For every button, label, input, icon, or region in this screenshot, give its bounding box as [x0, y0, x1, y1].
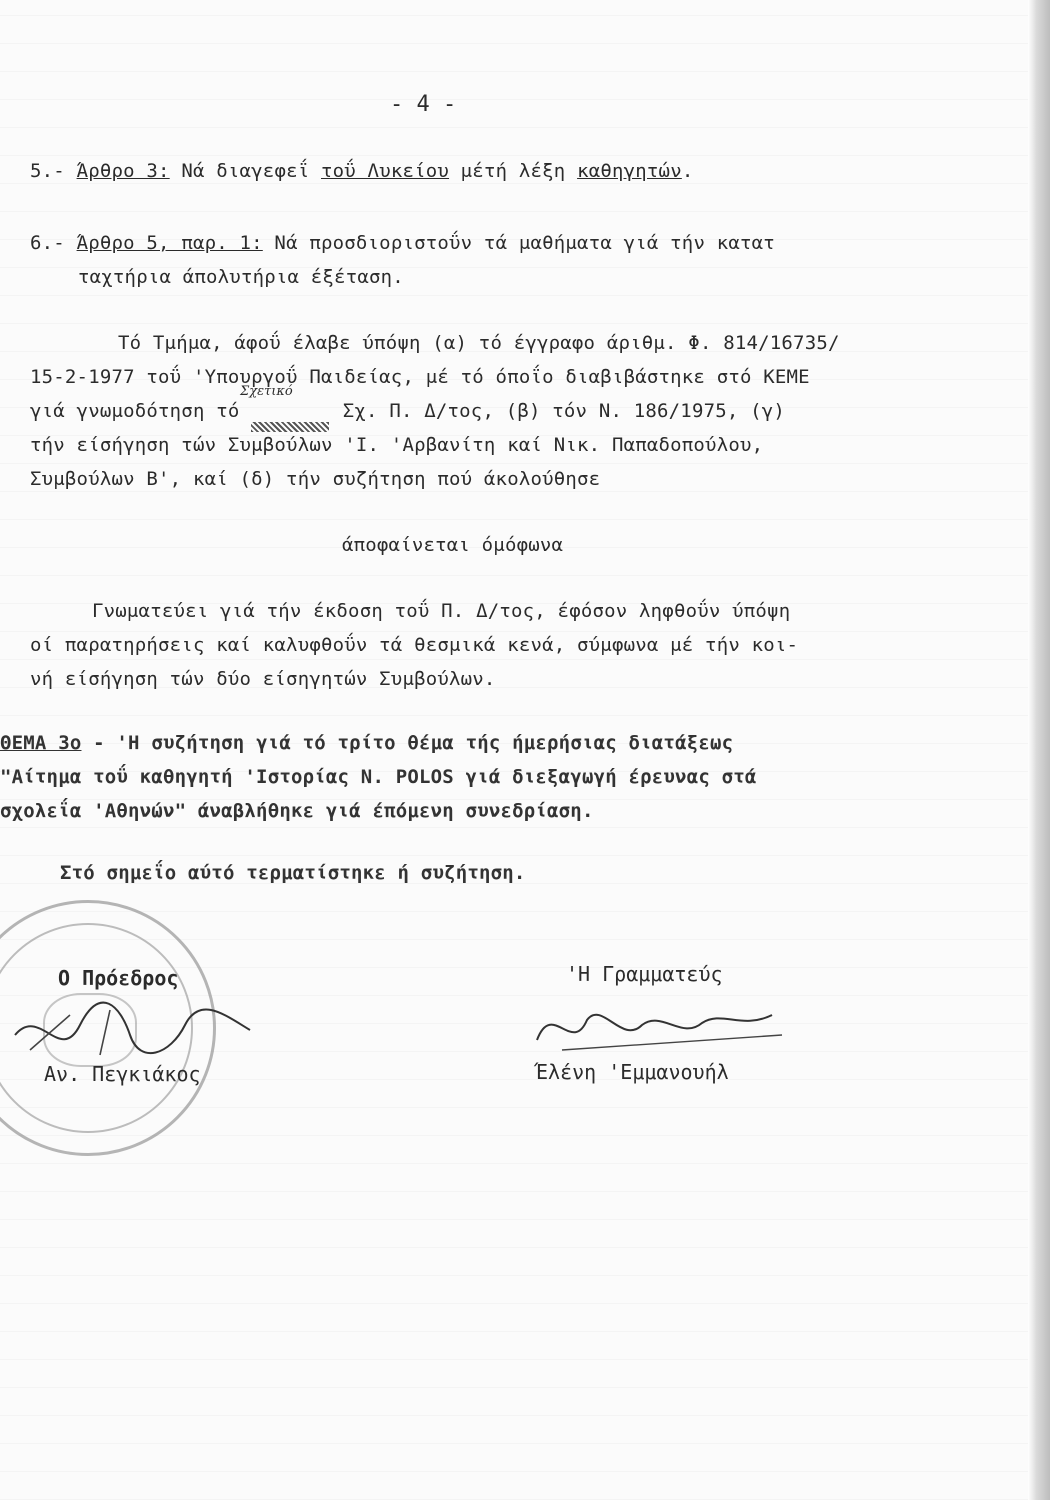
- decision-heading: άποφαίνεται όμόφωνα: [342, 534, 564, 556]
- item-3-text: - 'Η συζήτηση γιά τό τρίτο θέμα τής ήμερήσιας διατάξεως: [81, 732, 734, 754]
- item-6-text: Νά προσδιοριστοΰν τά μαθήματα γιά τήν κατατ: [262, 232, 775, 254]
- item-6-article-ref: Άρθρο 5, παρ. 1:: [76, 232, 263, 254]
- para1-line-4: τήν είσήγηση τών Συμβούλων 'Ι. 'Αρβανίτη καί Νικ. Παπαδοπούλου,: [30, 434, 764, 456]
- page-edge-shadow: [1028, 0, 1050, 1500]
- para1-line-3a: γιά γνωμοδότηση τό: [30, 400, 252, 422]
- item-6-line-2: ταχτήρια άπολυτήρια έξέταση.: [78, 266, 404, 288]
- item-5-word: καθηγητών: [577, 160, 682, 182]
- secretary-title: 'Η Γραμματεύς: [566, 962, 723, 986]
- para1-line-3: [30, 400, 785, 422]
- page-number: - 4 -: [390, 92, 457, 117]
- closing-sentence: Στό σημεΐο αύτό τερματίστηκε ή συζήτηση.: [60, 862, 526, 884]
- handwritten-correction: Σχετικό: [240, 384, 293, 399]
- item-5-number: 5.-: [30, 160, 77, 182]
- item-5-underlined-text: τοΰ Λυκείου: [321, 160, 450, 182]
- para2-line-1: Γνωματεύει γιά τήν έκδοση τοΰ Π. Δ/τος, έφόσον ληφθοΰν ύπόψη: [92, 600, 791, 622]
- strike-through-mark: [251, 422, 329, 432]
- item-5-end: .: [681, 160, 694, 182]
- item-5-text-c: τή λέξη: [483, 160, 578, 182]
- item-3-line-1: [0, 732, 733, 754]
- secretary-name: Έλένη 'Εμμανουήλ: [536, 1060, 729, 1084]
- para2-line-2: οί παρατηρήσεις καί καλυφθοΰν τά θεσμικά κενά, σύμφωνα μέ τήν κοι-: [30, 634, 799, 656]
- president-name: Αν. Πεγκιάκος: [44, 1062, 201, 1086]
- item-3-label: ΘΕΜΑ 3ο: [0, 732, 82, 754]
- president-title: Ο Πρόεδρος: [58, 966, 179, 990]
- para1-line-2: 15-2-1977 τοΰ 'Υπουργοΰ Παιδείας, μέ τό όποΐο διαβιβάστηκε στό ΚΕΜΕ: [30, 366, 810, 388]
- item-5-text: Νά διαγεφεΐ: [169, 160, 321, 182]
- item-5-article-ref: Άρθρο 3:: [76, 160, 170, 182]
- para1-line-5: Συμβούλων Β', καί (δ) τήν συζήτηση πού άκολούθησε: [30, 468, 601, 490]
- para2-line-3: νή είσήγηση τών δύο είσηγητών Συμβούλων.: [30, 668, 496, 690]
- item-3-line-2: "Αίτημα τοΰ καθηγητή 'Ιστορίας Ν. POLOS γιά διεξαγωγή έρευνας στά: [0, 766, 757, 788]
- item-3-line-3: σχολεΐα 'Αθηνών" άναβλήθηκε γιά έπόμενη συνεδρίαση.: [0, 800, 594, 822]
- secretary-signature: [532, 995, 792, 1065]
- para1-line-1: Τό Τμήμα, άφοΰ έλαβε ύπόψη (α) τό έγγραφο άριθμ. Φ. 814/16735/: [118, 332, 840, 354]
- item-6-line: [30, 232, 775, 254]
- item-5-text-b: μέ: [449, 160, 484, 182]
- para1-line-3b: Σχ. Π. Δ/τος, (β) τόν Ν. 186/1975, (γ): [331, 400, 786, 422]
- item-6-number: 6.-: [30, 232, 77, 254]
- item-5-line: [30, 160, 693, 182]
